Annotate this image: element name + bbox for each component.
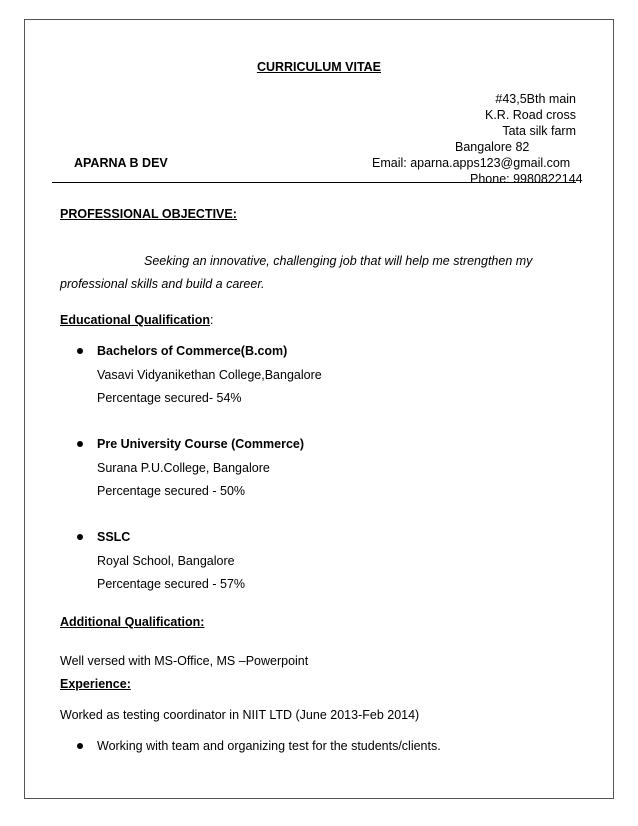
document-title: CURRICULUM VITAE: [256, 60, 382, 74]
bullet-icon: [77, 534, 83, 540]
degree-1: Bachelors of Commerce(B.com): [97, 344, 288, 358]
experience-bullet-1: Working with team and organizing test for the students/clients.: [97, 739, 441, 753]
institution-3: Royal School, Bangalore: [97, 554, 235, 568]
institution-2: Surana P.U.College, Bangalore: [97, 461, 270, 475]
objective-line-1: Seeking an innovative, challenging job that will help me strengthen my: [144, 254, 533, 268]
bullet-icon: [77, 441, 83, 447]
bullet-icon: [77, 348, 83, 354]
objective-heading: PROFESSIONAL OBJECTIVE:: [60, 207, 237, 221]
header-divider: [52, 182, 576, 183]
phone: Phone: 9980822144: [470, 172, 583, 186]
percentage-3: Percentage secured - 57%: [97, 577, 246, 591]
email: Email: aparna.apps123@gmail.com: [372, 156, 571, 170]
address-line-3: Tata silk farm: [502, 124, 576, 138]
address-line-2: K.R. Road cross: [484, 108, 576, 122]
percentage-2: Percentage secured - 50%: [97, 484, 246, 498]
experience-text: Worked as testing coordinator in NIIT LTD (June 2013-Feb 2014): [60, 708, 420, 722]
education-heading-colon: :: [210, 313, 214, 327]
additional-text: Well versed with MS-Office, MS –Powerpoint: [60, 654, 309, 668]
percentage-1: Percentage secured- 54%: [97, 391, 242, 405]
additional-heading: Additional Qualification:: [60, 615, 205, 629]
degree-2: Pre University Course (Commerce): [97, 437, 305, 451]
objective-line-2: professional skills and build a career.: [60, 277, 265, 291]
address-line-4: Bangalore 82: [455, 140, 530, 154]
experience-heading: Experience:: [60, 677, 131, 691]
education-heading: [60, 312, 214, 328]
address-line-1: #43,5Bth main: [495, 92, 576, 106]
education-heading-label: Educational Qualification: [60, 313, 211, 327]
bullet-icon: [77, 743, 83, 749]
candidate-name: APARNA B DEV: [74, 156, 168, 170]
institution-1: Vasavi Vidyanikethan College,Bangalore: [97, 368, 322, 382]
degree-3: SSLC: [97, 530, 131, 544]
